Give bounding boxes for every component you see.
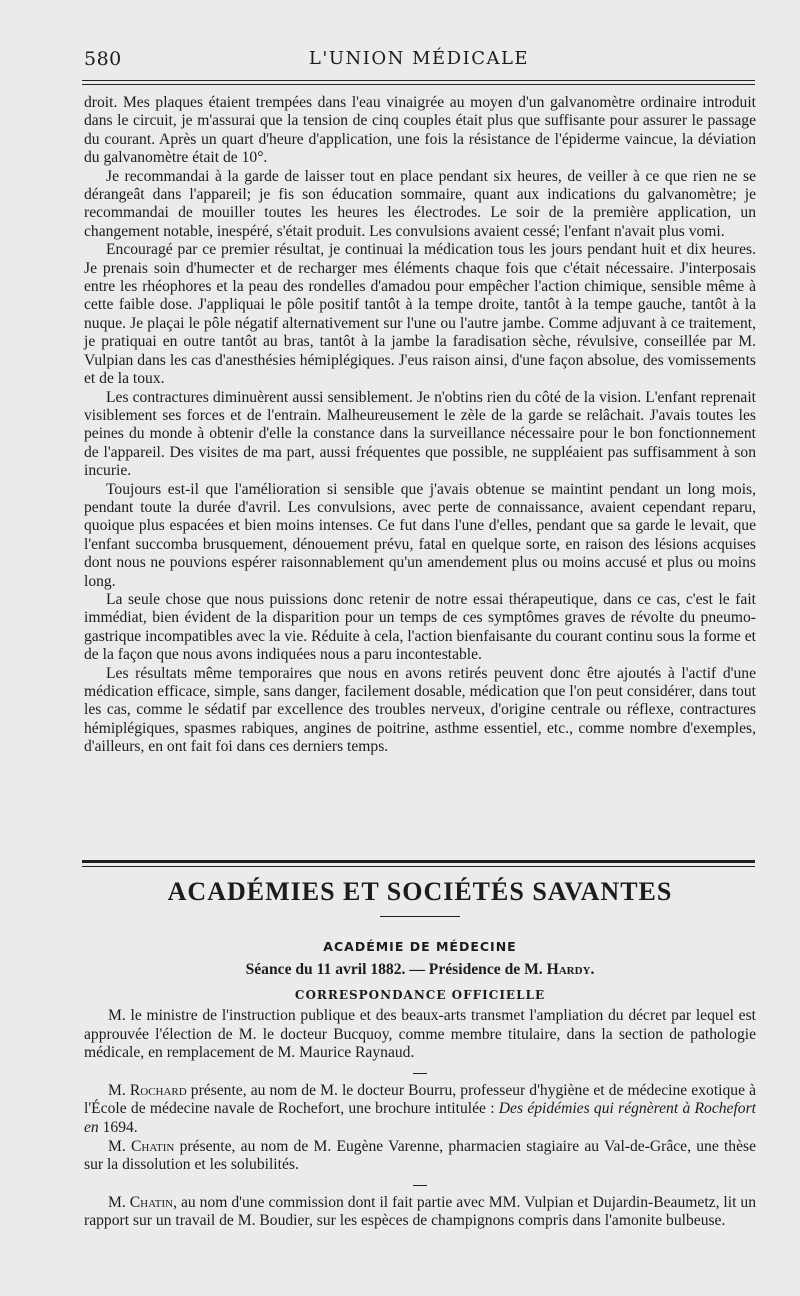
session-line <box>84 961 756 979</box>
page-header <box>84 46 754 76</box>
page-number: 580 <box>84 48 122 70</box>
paragraph: Toujours est-il que l'amélioration si sensible que j'avais obtenue se maintint pendant un long mois, pendant toute la durée d'avril. Les convulsions, avec perte de connaissance, avaient cependant reparu, quoique plus espacées et bien moins intenses. Ce fut dans l'une d'elles, pendant que sa garde le levait, que l'enfant succomba brusquement, dénouement prévu, fatal en quelque sorte, en raison des lésions acquises dont nous ne pouvions espérer raisonnablement qu'un amendement plus ou moins accusé et plus ou moins long. <box>84 480 756 590</box>
header-rule <box>82 80 755 81</box>
academies-section <box>84 872 756 1231</box>
section-rule-top <box>82 860 755 863</box>
item-text: présente, au nom de M. le docteur Bourru, professeur d'hygiène et de médecine exotique à l'École de médecine navale de Rochefort, une brochure intitulée : <box>84 1081 756 1118</box>
correspondence-heading: CORRESPONDANCE OFFICIELLE <box>294 988 546 1002</box>
paragraph: Je recommandai à la garde de laisser tout en place pendant six heures, de veiller à ce que rien ne se dérangeât dans l'appareil; je fis son éducation sommaire, quant aux indications du galvanomètre; je recommandai de mouiller toutes les heures les électrodes. Le soir de la première application, un changement notable, inespéré, s'était produit. Les convulsions avaient cessé; l'enfant n'avait plus vomi. <box>84 167 756 240</box>
article-body <box>84 94 756 757</box>
section-rule-bottom <box>82 866 755 867</box>
item-title: Des épidémies qui régnèrent à Rochefort en <box>84 1100 756 1136</box>
session-suffix: . <box>590 961 595 978</box>
official-paragraph: M. le ministre de l'instruction publique et des beaux-arts transmet l'ampliation du décret par lequel est approuvée l'élection de M. le docteur Bucquoy, comme membre titulaire, dans la section de pathologie médicale, en remplacement de M. Maurice Raynaud. <box>84 1007 756 1062</box>
paragraph: La seule chose que nous puissions donc retenir de notre essai thérapeutique, dans ce cas, c'est le fait immédiat, bien évident de la disparition pour un temps de ces symptômes graves de révolte du pneumo-gastrique incompatibles avec la vie. Réduite à cela, l'action bienfaisante du courant continu sous la forme et de la façon que nous avons indiquées nous a paru incontestable. <box>84 590 756 664</box>
header-rule-second <box>82 84 755 85</box>
session-prefix: Séance du 11 avril 1882. — Présidence de M. <box>245 961 547 978</box>
item-paragraph <box>84 1082 756 1138</box>
running-title: L'UNION MÉDICALE <box>308 48 530 69</box>
item-paragraph <box>84 1138 756 1175</box>
item-text: , au nom d'une commission dont il fait partie avec MM. Vulpian et Dujardin-Beaumetz, lit un rapport sur un travail de M. Boudier, sur les espèces de champignons compris dans l'amonite bulbeuse. <box>84 1193 756 1230</box>
section-title-rule <box>380 916 460 917</box>
item-year: 1694. <box>98 1118 138 1136</box>
item-name: M. Chatin <box>108 1193 174 1211</box>
paragraph: Encouragé par ce premier résultat, je continuai la médication tous les jours pendant huit et dix heures. Je prenais soin d'humecter et de recharger mes éléments chaque fois que c'était nécessaire. J'interposais entre les rhéophores et la peau des rondelles d'amadou pour empêcher l'action chimique, sensible même à cette faible dose. J'appliquai le pôle positif tantôt à la tempe droite, tantôt à la tempe gauche, tantôt à la nuque. Je plaçai le pôle négatif alternativement sur l'une ou l'autre jambe. Comme adjuvant à ce traitement, je pratiquai en outre tantôt au bras, tantôt à la jambe la faradisation sèche, révulsive, conseillée par M. Vulpian dans les cas d'anesthésies hémiplégiques. J'eus raison ainsi, d'une façon absolue, des vomissements et de la toux. <box>84 241 756 388</box>
paragraph: droit. Mes plaques étaient trempées dans l'eau vinaigrée au moyen d'un galvanomètre ordinaire introduit dans le circuit, je m'assurai que la tension de cinq couples était plus que suffisante pour assurer le passage du courant. Après un quart d'heure d'application, une fois la résistance de l'épiderme vaincue, la déviation du galvanomètre était de 10°. <box>84 94 756 167</box>
separator-dash <box>413 1073 427 1074</box>
academy-heading: ACADÉMIE DE MÉDECINE <box>323 939 517 954</box>
item-name: M. Rochard <box>108 1081 187 1099</box>
session-president: Hardy <box>546 961 591 978</box>
paragraph: Les contractures diminuèrent aussi sensiblement. Je n'obtins rien du côté de la vision. L'enfant reprenait visiblement ses forces et de l'entrain. Malheureusement le zèle de la garde se relâchait. J'avais toutes les peines du monde à obtenir d'elle la constance dans la surveillance nécessaire pour le bon fonctionnement de l'appareil. Des visites de ma part, aussi fréquentes que possible, ne suppléaient pas suffisamment à son incurie. <box>84 388 756 480</box>
item-paragraph <box>84 1194 756 1231</box>
item-text: présente, au nom de M. Eugène Varenne, pharmacien stagiaire au Val-de-Grâce, une thèse sur la dissolution et les solubilités. <box>84 1137 756 1174</box>
paragraph: Les résultats même temporaires que nous en avons retirés peuvent donc être ajoutés à l'actif d'une médication efficace, simple, sans danger, facilement dosable, médication que l'on peut considérer, dans tout les cas, comme le sédatif par excellence des troubles nerveux, d'origine centrale ou réflexe, contractures hémiplégiques, spasmes rabiques, angines de poitrine, asthme essentiel, etc., comme nombre d'exemples, d'ailleurs, en ont fait foi dans ces derniers temps. <box>84 664 756 756</box>
item-name: M. Chatin <box>108 1137 175 1155</box>
separator-dash <box>413 1185 427 1186</box>
section-text <box>84 1007 756 1231</box>
section-title: ACADÉMIES ET SOCIÉTÉS SAVANTES <box>167 877 673 906</box>
